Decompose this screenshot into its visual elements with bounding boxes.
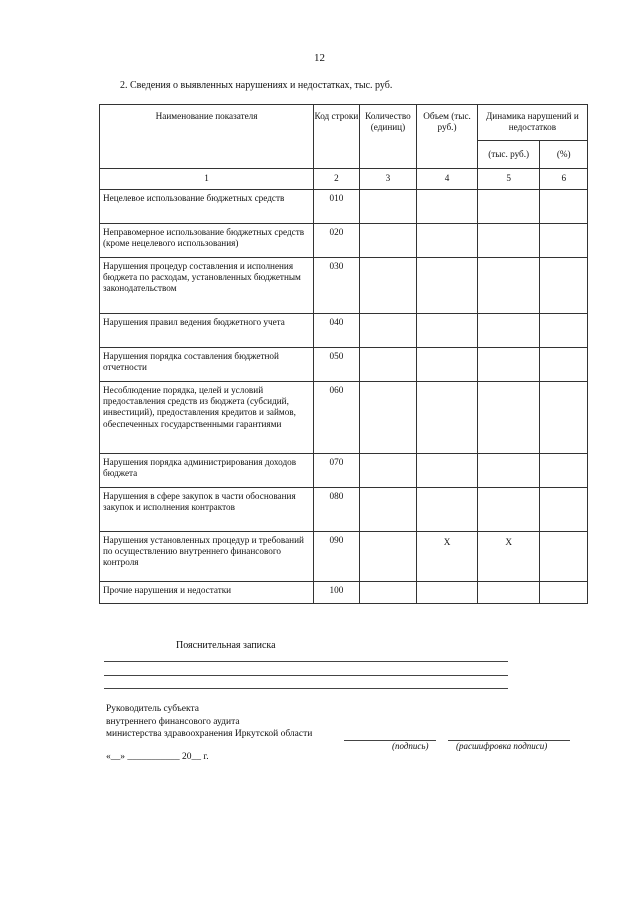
row-dynamics-rub [477, 224, 540, 258]
row-name: Неправомерное использование бюджетных средств (кроме нецелевого использования) [100, 224, 314, 258]
row-name: Несоблюдение порядка, целей и условий предоставления средств из бюджета (субсидий, инвестиций), предоставления кредитов и займов, обеспеченных государственными гарантиями [100, 382, 314, 454]
row-dynamics-rub [477, 348, 540, 382]
row-count [359, 488, 417, 532]
row-volume [417, 582, 478, 604]
row-dynamics-pct [540, 382, 588, 454]
row-dynamics-pct [540, 582, 588, 604]
section-title: 2. Сведения о выявленных нарушениях и недостатках, тыс. руб. [120, 80, 393, 91]
row-count [359, 454, 417, 488]
row-code: 030 [314, 258, 359, 314]
table-row [100, 382, 588, 454]
row-code: 040 [314, 314, 359, 348]
header-volume: Объем (тыс. руб.) [417, 105, 478, 169]
header-dynamics: Динамика нарушений и недостатков [477, 105, 587, 141]
header-code: Код строки [314, 105, 359, 169]
row-count [359, 582, 417, 604]
row-code: 060 [314, 382, 359, 454]
note-line [104, 688, 508, 689]
row-volume [417, 488, 478, 532]
violations-table [99, 104, 588, 604]
header-name: Наименование показателя [100, 105, 314, 169]
row-dynamics-pct [540, 532, 588, 582]
row-dynamics-pct [540, 258, 588, 314]
row-code: 050 [314, 348, 359, 382]
signature-label: (подпись) [392, 741, 429, 751]
signature-title-line3: министерства здравоохранения Иркутской области [106, 729, 313, 739]
row-dynamics-pct [540, 488, 588, 532]
date-line: «__» ___________ 20__ г. [106, 752, 209, 762]
row-volume [417, 258, 478, 314]
table-row [100, 258, 588, 314]
row-volume: X [417, 532, 478, 582]
row-code: 010 [314, 190, 359, 224]
column-number: 4 [417, 169, 478, 190]
row-dynamics-pct [540, 314, 588, 348]
row-name: Нецелевое использование бюджетных средств [100, 190, 314, 224]
row-name: Прочие нарушения и недостатки [100, 582, 314, 604]
table-row [100, 532, 588, 582]
note-line [104, 675, 508, 676]
column-numbers-row [100, 169, 588, 190]
signature-title-line1: Руководитель субъекта [106, 704, 199, 714]
row-name: Нарушения порядка составления бюджетной отчетности [100, 348, 314, 382]
row-dynamics-pct [540, 190, 588, 224]
table-row [100, 488, 588, 532]
header-dynamics-pct: (%) [540, 141, 588, 169]
note-line [104, 661, 508, 662]
row-count [359, 190, 417, 224]
row-dynamics-rub [477, 582, 540, 604]
table-row [100, 314, 588, 348]
table-row [100, 348, 588, 382]
row-count [359, 348, 417, 382]
column-number: 2 [314, 169, 359, 190]
signature-title-line2: внутреннего финансового аудита [106, 717, 240, 727]
row-name: Нарушения процедур составления и исполнения бюджета по расходам, установленных бюджетным законодательством [100, 258, 314, 314]
row-code: 090 [314, 532, 359, 582]
signature-decode-label: (расшифровка подписи) [456, 741, 548, 751]
row-name: Нарушения правил ведения бюджетного учета [100, 314, 314, 348]
column-number: 3 [359, 169, 417, 190]
row-volume [417, 348, 478, 382]
row-code: 020 [314, 224, 359, 258]
table-row [100, 224, 588, 258]
row-code: 070 [314, 454, 359, 488]
row-count [359, 382, 417, 454]
row-dynamics-rub [477, 382, 540, 454]
table-row [100, 582, 588, 604]
row-dynamics-pct [540, 454, 588, 488]
row-dynamics-rub [477, 258, 540, 314]
row-volume [417, 190, 478, 224]
row-code: 100 [314, 582, 359, 604]
row-count [359, 258, 417, 314]
row-count [359, 224, 417, 258]
row-count [359, 314, 417, 348]
row-volume [417, 314, 478, 348]
row-code: 080 [314, 488, 359, 532]
row-name: Нарушения в сфере закупок в части обоснования закупок и исполнения контрактов [100, 488, 314, 532]
row-volume [417, 454, 478, 488]
row-dynamics-pct [540, 224, 588, 258]
row-dynamics-rub [477, 454, 540, 488]
row-count [359, 532, 417, 582]
header-dynamics-rub: (тыс. руб.) [477, 141, 540, 169]
row-dynamics-rub [477, 190, 540, 224]
row-dynamics-pct [540, 348, 588, 382]
table-row [100, 190, 588, 224]
row-volume [417, 382, 478, 454]
column-number: 6 [540, 169, 588, 190]
column-number: 1 [100, 169, 314, 190]
row-dynamics-rub: X [477, 532, 540, 582]
table-row [100, 454, 588, 488]
page-number: 12 [314, 52, 325, 64]
row-dynamics-rub [477, 314, 540, 348]
row-name: Нарушения порядка администрирования доходов бюджета [100, 454, 314, 488]
header-count: Количество (единиц) [359, 105, 417, 169]
row-dynamics-rub [477, 488, 540, 532]
row-name: Нарушения установленных процедур и требований по осуществлению внутреннего финансового контроля [100, 532, 314, 582]
row-volume [417, 224, 478, 258]
column-number: 5 [477, 169, 540, 190]
explanatory-note-title: Пояснительная записка [176, 640, 276, 651]
